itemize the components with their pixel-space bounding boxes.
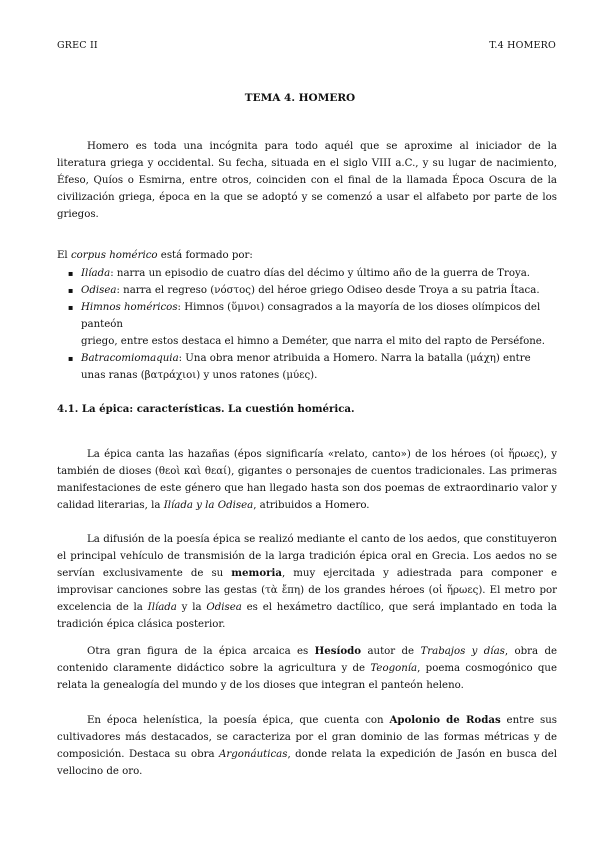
p3-c: autor de [361,646,421,657]
p2-c: , muy ejercitada y adiestrada para componer e improvisar canciones sobre las gestas (τὰ ἔπη) de los grandes héroes (οἱ ἥρωες). El metro por excelencia de la [57,568,557,613]
corpus-item-title: Himnos homéricos [81,302,178,313]
bullet-icon: ▪ [68,269,74,278]
p3-e: , obra de contenido claramente didáctico sobre la agricultura y de [57,646,557,674]
p2-e: y la [176,602,207,613]
list-item [57,350,557,384]
corpus-list [57,265,557,384]
corpus-intro [57,247,557,264]
bullet-icon: ▪ [68,354,74,363]
p3-g: , poema cosmogónico que relata la genealogía del mundo y de los dioses que integran el panteón heleno. [57,663,558,691]
p4-a: En época helenística, la poesía épica, que cuenta con [87,715,390,726]
header-right: T.4 HOMERO [489,40,556,51]
p1-b: Ilíada y la Odisea [163,500,254,511]
corpus-item-title: Batracomiomaquia [81,353,179,364]
p4-d: Argonáuticas [219,749,288,760]
corpus-item-title: Ilíada [81,268,111,279]
corpus-intro-term: corpus homérico [70,250,158,261]
bullet-icon: ▪ [68,286,74,295]
p1-c: , atribuidos a Homero. [253,500,370,511]
list-item [57,299,557,350]
p4-e: , donde relata la expedición de Jasón en busca del vellocino de oro. [57,749,558,777]
p3-f: Teogonía [370,663,418,674]
p4-c: entre sus cultivadores más destacados, se caracteriza por el gran dominio de las formas métricas y de composición. Destaca su obra [57,715,558,760]
p2-b: memoria [231,567,282,579]
p2-d: Ilíada [147,602,177,613]
p2-a: La difusión de la poesía épica se realizó mediante el canto de los aedos, que constituyeron el principal vehículo de transmisión de la larga tradición épica oral en Grecia. Los aedos no se servían exclusivamente de su [57,534,557,579]
p3-d: Trabajos y días [420,646,505,657]
section-heading: 4.1. La épica: características. La cuestión homérica. [57,403,355,415]
bullet-icon: ▪ [68,303,74,312]
header-left: GREC II [57,40,98,51]
p2-f: Odisea [206,602,242,613]
list-item [57,282,557,299]
corpus-item-continuation: griego, entre estos destaca el himno a Deméter, que narra el mito del rapto de Perséfone. [81,336,546,347]
p4-b: Apolonio de Rodas [389,714,501,726]
p2-g: es el hexámetro dactílico, que será implantado en toda la tradición épica clásica posterior. [57,602,557,630]
corpus-intro-pre: El [57,250,71,261]
corpus-item-text: : narra el regreso (νόστος) del héroe griego Odiseo desde Troya a su patria Ítaca. [116,285,540,296]
corpus-item-text: : narra un episodio de cuatro días del décimo y último año de la guerra de Troya. [110,268,531,279]
aedos-paragraph [57,531,557,633]
epic-paragraph [57,446,557,514]
corpus-item-text: : Himnos (ὕμνοι) consagrados a la mayoría de los dioses olímpicos del panteón [81,302,541,330]
hellenistic-paragraph [57,712,557,780]
intro-paragraph: Homero es toda una incógnita para todo aquél que se aproxime al iniciador de la literatura griega y occidental. Su fecha, situada en el siglo VIII a.C., y su lugar de nacimiento, Éfeso, Quíos o Esmirna, entre otros, coinciden con el final de la llamada Época Oscura de la civilización griega, época en la que se adoptó y se comenzó a usar el alfabeto por parte de los griegos. [57,141,557,220]
page-title: TEMA 4. HOMERO [244,92,356,104]
corpus-item-title: Odisea [81,285,117,296]
hesiod-paragraph [57,643,557,694]
p1-a: La épica canta las hazañas (épos significaría «relato, canto») de los héroes (οἱ ἥρωες), y también de dioses (θεοὶ καὶ θεαί), gigantes o personajes de cuentos tradicionales. Las primeras manifestaciones de este género que han llegado hasta son dos poemas de extraordinario valor y calidad literarias, la [57,449,557,511]
list-item [57,265,557,282]
corpus-item-text: : Una obra menor atribuida a Homero. Narra la batalla (μάχη) entre unas ranas (βατράχιοι) y unos ratones (μύες). [81,353,531,381]
p3-a: Otra gran figura de la épica arcaica es [87,646,315,657]
p3-b: Hesíodo [314,645,362,657]
corpus-intro-post: está formado por: [157,250,253,261]
